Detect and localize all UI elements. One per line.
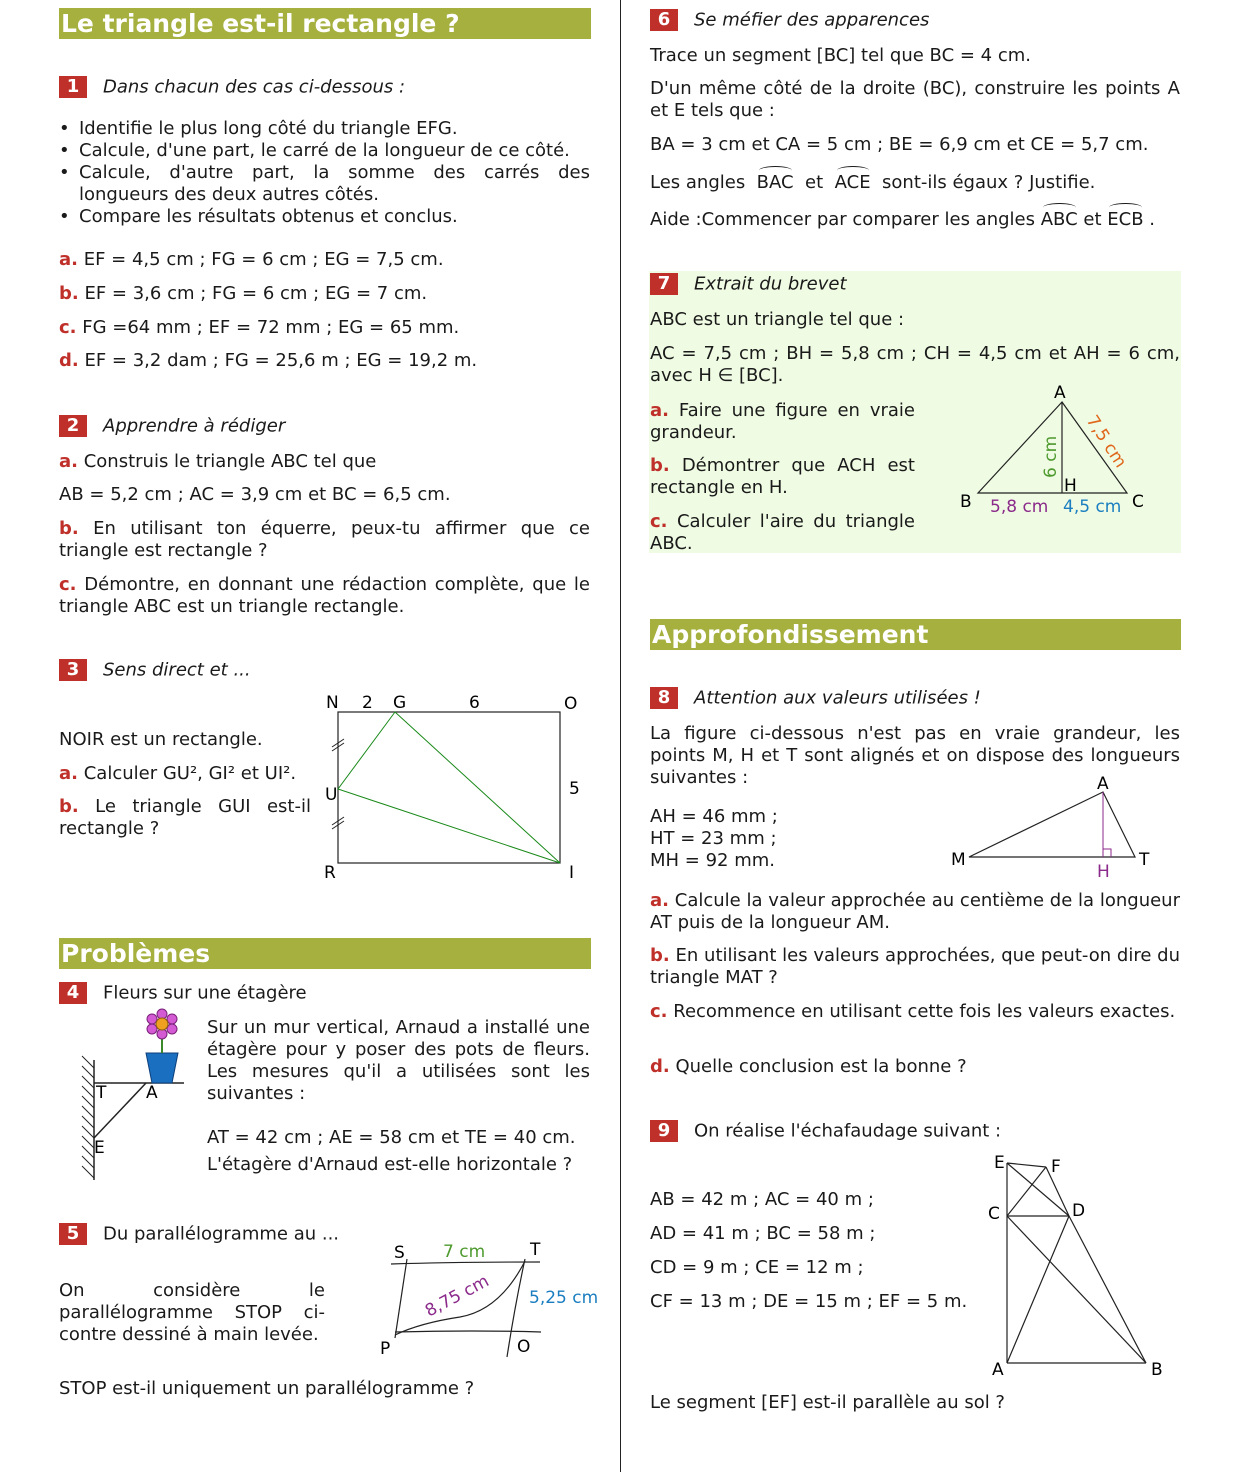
parallelogram-stop-figure bbox=[375, 1235, 615, 1365]
length-label-go: 6 bbox=[469, 693, 480, 713]
exercise-title: Fleurs sur une étagère bbox=[103, 982, 307, 1004]
point-label-b: B bbox=[960, 492, 972, 512]
exercise-number: 3 bbox=[59, 659, 87, 681]
exercise-number: 2 bbox=[59, 415, 87, 437]
point-label-i: I bbox=[569, 863, 575, 883]
length-label-ac: 7,5 cm bbox=[1081, 411, 1131, 472]
exercise-8-intro: La figure ci-dessous n'est pas en vraie grandeur, les points M, H et T sont alignés et on dispose des longueurs suivantes : bbox=[650, 723, 1180, 788]
exercise-4-header bbox=[59, 982, 307, 1004]
bullet-item: • Identifie le plus long côté du triangle EFG. bbox=[59, 118, 590, 140]
exercise-2-item-a bbox=[59, 451, 376, 472]
exercise-9-given-3: CD = 9 m ; CE = 12 m ; bbox=[650, 1257, 864, 1278]
item-text: Démontrer que ACH est rectangle en H. bbox=[650, 455, 915, 498]
length-label-ah: 6 cm bbox=[1041, 435, 1061, 478]
exercise-1-item-a bbox=[59, 249, 444, 270]
item-label: d. bbox=[59, 350, 79, 371]
exercise-title: Se méfier des apparences bbox=[694, 9, 930, 31]
exercise-9-question: Le segment [EF] est-il parallèle au sol ? bbox=[650, 1392, 1005, 1413]
point-label-n: N bbox=[326, 693, 339, 713]
point-label-c: C bbox=[1132, 492, 1144, 512]
exercise-7-given: AC = 7,5 cm ; BH = 5,8 cm ; CH = 4,5 cm et AH = 6 cm, avec H ∈ [BC]. bbox=[650, 343, 1180, 386]
exercise-7-item-b bbox=[650, 455, 915, 499]
item-text: FG =64 mm ; EF = 72 mm ; EG = 65 mm. bbox=[82, 317, 460, 338]
angle-abc: ABC bbox=[1040, 209, 1078, 230]
exercise-2-header bbox=[59, 415, 285, 437]
point-label-f: F bbox=[1051, 1157, 1061, 1177]
length-label-st: 7 cm bbox=[443, 1242, 486, 1262]
section-header-problemes: Problèmes bbox=[59, 938, 591, 969]
length-label-oi: 5 bbox=[569, 779, 580, 799]
point-label-o: O bbox=[517, 1337, 531, 1357]
text: et bbox=[1083, 209, 1102, 230]
item-label: a. bbox=[650, 400, 669, 421]
length-label-ng: 2 bbox=[362, 693, 373, 713]
rectangle-noir-figure bbox=[318, 688, 598, 888]
exercise-1-item-d bbox=[59, 350, 477, 371]
point-label-t: T bbox=[1139, 850, 1150, 870]
exercise-number: 8 bbox=[650, 687, 678, 709]
angle-ace: ACE bbox=[834, 172, 871, 193]
exercise-6-line-5 bbox=[650, 209, 1155, 230]
exercise-2-given: AB = 5,2 cm ; AC = 3,9 cm et BC = 6,5 cm. bbox=[59, 484, 451, 505]
exercise-7-intro: ABC est un triangle tel que : bbox=[650, 309, 905, 330]
bullet-item: • Calcule, d'autre part, la somme des carrés des longueurs des deux autres côtés. bbox=[59, 162, 590, 206]
exercise-1-item-b bbox=[59, 283, 427, 304]
flower-icon bbox=[147, 1009, 177, 1039]
text: sont-ils égaux ? Justifie. bbox=[882, 172, 1096, 193]
item-text: En utilisant ton équerre, peux-tu affirmer que ce triangle est rectangle ? bbox=[59, 518, 590, 561]
exercise-4-text: Sur un mur vertical, Arnaud a installé une étagère pour y poser des pots de fleurs. Les mesures qu'il a utilisées sont les suivantes : bbox=[207, 1017, 590, 1104]
exercise-7-item-a bbox=[650, 400, 915, 444]
exercise-8-header bbox=[650, 687, 981, 709]
point-label-p: P bbox=[380, 1339, 391, 1359]
exercise-9-given-4: CF = 13 m ; DE = 15 m ; EF = 5 m. bbox=[650, 1291, 968, 1312]
exercise-8-item-d bbox=[650, 1056, 967, 1077]
point-label-e: E bbox=[94, 1138, 105, 1158]
item-label: c. bbox=[650, 511, 668, 532]
exercise-number: 6 bbox=[650, 9, 678, 31]
exercise-6-header bbox=[650, 9, 929, 31]
point-label-a: A bbox=[1097, 774, 1109, 794]
item-text: Faire une figure en vraie grandeur. bbox=[650, 400, 915, 443]
exercise-4-question: L'étagère d'Arnaud est-elle horizontale ? bbox=[207, 1154, 573, 1175]
exercise-number: 1 bbox=[59, 76, 87, 98]
item-label: b. bbox=[59, 518, 79, 539]
side-po bbox=[395, 1331, 541, 1332]
point-label-b: B bbox=[1151, 1360, 1163, 1380]
exercise-title: Du parallélogramme au ... bbox=[103, 1223, 340, 1245]
angle-bac: BAC bbox=[756, 172, 794, 193]
exercise-3-item-a bbox=[59, 763, 296, 784]
point-label-a: A bbox=[992, 1360, 1004, 1380]
item-text: Calculer l'aire du triangle ABC. bbox=[650, 511, 915, 554]
exercise-3-intro: NOIR est un rectangle. bbox=[59, 729, 263, 750]
exercise-title: On réalise l'échafaudage suivant : bbox=[694, 1120, 1002, 1142]
exercise-4-measures: AT = 42 cm ; AE = 58 cm et TE = 40 cm. bbox=[207, 1127, 576, 1148]
exercise-1-item-c bbox=[59, 317, 459, 338]
exercise-7-item-c bbox=[650, 511, 915, 555]
exercise-2-item-c bbox=[59, 574, 590, 618]
item-text: Recommence en utilisant cette fois les valeurs exactes. bbox=[673, 1001, 1176, 1022]
point-label-m: M bbox=[951, 850, 966, 870]
rectangle-shape bbox=[338, 712, 560, 863]
text: et bbox=[805, 172, 824, 193]
exercise-9-header bbox=[650, 1120, 1001, 1142]
exercise-8-measure-2: HT = 23 mm ; bbox=[650, 828, 777, 849]
section-header-triangle: Le triangle est-il rectangle ? bbox=[59, 8, 591, 39]
exercise-title: Extrait du brevet bbox=[694, 273, 847, 295]
point-label-u: U bbox=[325, 785, 338, 805]
item-label: b. bbox=[650, 945, 670, 966]
triangle-gui bbox=[338, 712, 560, 863]
exercise-8-measure-3: MH = 92 mm. bbox=[650, 850, 776, 871]
exercise-8-measure-1: AH = 46 mm ; bbox=[650, 806, 778, 827]
item-label: a. bbox=[59, 451, 78, 472]
item-text: EF = 4,5 cm ; FG = 6 cm ; EG = 7,5 cm. bbox=[83, 249, 444, 270]
exercise-3-item-b bbox=[59, 796, 311, 840]
point-label-a: A bbox=[1054, 383, 1066, 403]
item-label: a. bbox=[59, 249, 78, 270]
exercise-2-item-b bbox=[59, 518, 590, 562]
item-label: a. bbox=[59, 763, 78, 784]
exercise-number: 9 bbox=[650, 1120, 678, 1142]
exercise-6-line-2: D'un même côté de la droite (BC), construire les points A et E tels que : bbox=[650, 78, 1180, 121]
exercise-9-given-1: AB = 42 m ; AC = 40 m ; bbox=[650, 1189, 874, 1210]
item-label: c. bbox=[650, 1001, 668, 1022]
length-label-hc: 4,5 cm bbox=[1063, 497, 1122, 517]
item-label: b. bbox=[59, 796, 79, 817]
column-divider bbox=[620, 0, 621, 1472]
exercise-3-header bbox=[59, 659, 251, 681]
point-label-a: A bbox=[146, 1083, 158, 1103]
text: Les angles bbox=[650, 172, 746, 193]
item-label: c. bbox=[59, 317, 77, 338]
point-label-d: D bbox=[1072, 1201, 1086, 1221]
item-text: Quelle conclusion est la bonne ? bbox=[675, 1056, 967, 1077]
side-st bbox=[391, 1262, 540, 1264]
item-text: Construis le triangle ABC tel que bbox=[83, 451, 377, 472]
bullet-item: • Calcule, d'une part, le carré de la longueur de ce côté. bbox=[59, 140, 590, 162]
exercise-6-line-3: BA = 3 cm et CA = 5 cm ; BE = 6,9 cm et CE = 5,7 cm. bbox=[650, 134, 1149, 155]
item-text: EF = 3,2 dam ; FG = 25,6 m ; EG = 19,2 m. bbox=[84, 350, 478, 371]
point-label-r: R bbox=[324, 863, 336, 883]
triangle-mat-figure bbox=[945, 770, 1165, 885]
side-sp bbox=[395, 1259, 407, 1338]
bullet-item: • Compare les résultats obtenus et conclus. bbox=[59, 206, 590, 228]
exercise-5-question: STOP est-il uniquement un parallélogramme ? bbox=[59, 1378, 475, 1399]
point-label-g: G bbox=[393, 693, 407, 713]
exercise-8-item-a bbox=[650, 890, 1180, 934]
point-label-s: S bbox=[394, 1243, 405, 1263]
item-text: Le triangle GUI est-il rectangle ? bbox=[59, 796, 311, 839]
item-label: a. bbox=[650, 890, 669, 911]
exercise-5-text: On considère le parallélogramme STOP ci-contre dessiné à main levée. bbox=[59, 1280, 325, 1345]
item-text: Calculer GU², GI² et UI². bbox=[83, 763, 297, 784]
item-text: EF = 3,6 cm ; FG = 6 cm ; EG = 7 cm. bbox=[84, 283, 428, 304]
length-label-bh: 5,8 cm bbox=[990, 497, 1049, 517]
point-label-e: E bbox=[994, 1153, 1005, 1173]
item-label: b. bbox=[650, 455, 670, 476]
section-header-approfondissement: Approfondissement bbox=[650, 619, 1181, 650]
shelf-figure bbox=[76, 1008, 196, 1183]
exercise-7-header bbox=[650, 273, 847, 295]
exercise-8-item-c bbox=[650, 1001, 1180, 1023]
length-label-diagonal: 8,75 cm bbox=[421, 1271, 493, 1322]
exercise-title: Apprendre à rédiger bbox=[103, 415, 286, 437]
item-label: c. bbox=[59, 574, 77, 595]
exercise-1-header bbox=[59, 76, 405, 98]
text: Aide :Commencer par comparer les angles bbox=[650, 209, 1035, 230]
exercise-title: Dans chacun des cas ci-dessous : bbox=[103, 76, 406, 98]
item-label: b. bbox=[59, 283, 79, 304]
exercise-6-line-1: Trace un segment [BC] tel que BC = 4 cm. bbox=[650, 45, 1031, 66]
point-label-h: H bbox=[1064, 476, 1077, 496]
scaffolding-figure bbox=[980, 1148, 1180, 1383]
point-label-t: T bbox=[96, 1083, 107, 1103]
item-text: En utilisant les valeurs approchées, que peut-on dire du triangle MAT ? bbox=[650, 945, 1180, 988]
text: . bbox=[1149, 209, 1156, 230]
angle-ecb: ECB bbox=[1107, 209, 1144, 230]
exercise-title: Sens direct et ... bbox=[103, 659, 251, 681]
flower-pot-icon bbox=[146, 1053, 178, 1083]
item-text: Démontre, en donnant une rédaction complète, que le triangle ABC est un triangle rectangle. bbox=[59, 574, 590, 617]
exercise-number: 4 bbox=[59, 982, 87, 1004]
item-text: Calcule la valeur approchée au centième de la longueur AT puis de la longueur AM. bbox=[650, 890, 1180, 933]
right-angle-mark bbox=[1103, 849, 1111, 857]
point-label-c: C bbox=[988, 1204, 1000, 1224]
exercise-8-item-b bbox=[650, 945, 1180, 989]
point-label-h: H bbox=[1097, 862, 1110, 882]
exercise-9-given-2: AD = 41 m ; BC = 58 m ; bbox=[650, 1223, 876, 1244]
length-label-to: 5,25 cm bbox=[529, 1288, 599, 1308]
scaffolding-lines bbox=[1007, 1163, 1146, 1363]
wall-hatching bbox=[82, 1056, 94, 1178]
triangle-shape bbox=[969, 792, 1135, 857]
exercise-5-header bbox=[59, 1223, 339, 1245]
exercise-number: 5 bbox=[59, 1223, 87, 1245]
item-label: d. bbox=[650, 1056, 670, 1077]
exercise-1-bullets bbox=[59, 118, 590, 228]
triangle-abc-figure bbox=[950, 380, 1160, 520]
point-label-o: O bbox=[564, 694, 578, 714]
exercise-title: Attention aux valeurs utilisées ! bbox=[694, 687, 981, 709]
exercise-6-line-4 bbox=[650, 172, 1095, 193]
point-label-t: T bbox=[530, 1240, 541, 1260]
exercise-number: 7 bbox=[650, 273, 678, 295]
